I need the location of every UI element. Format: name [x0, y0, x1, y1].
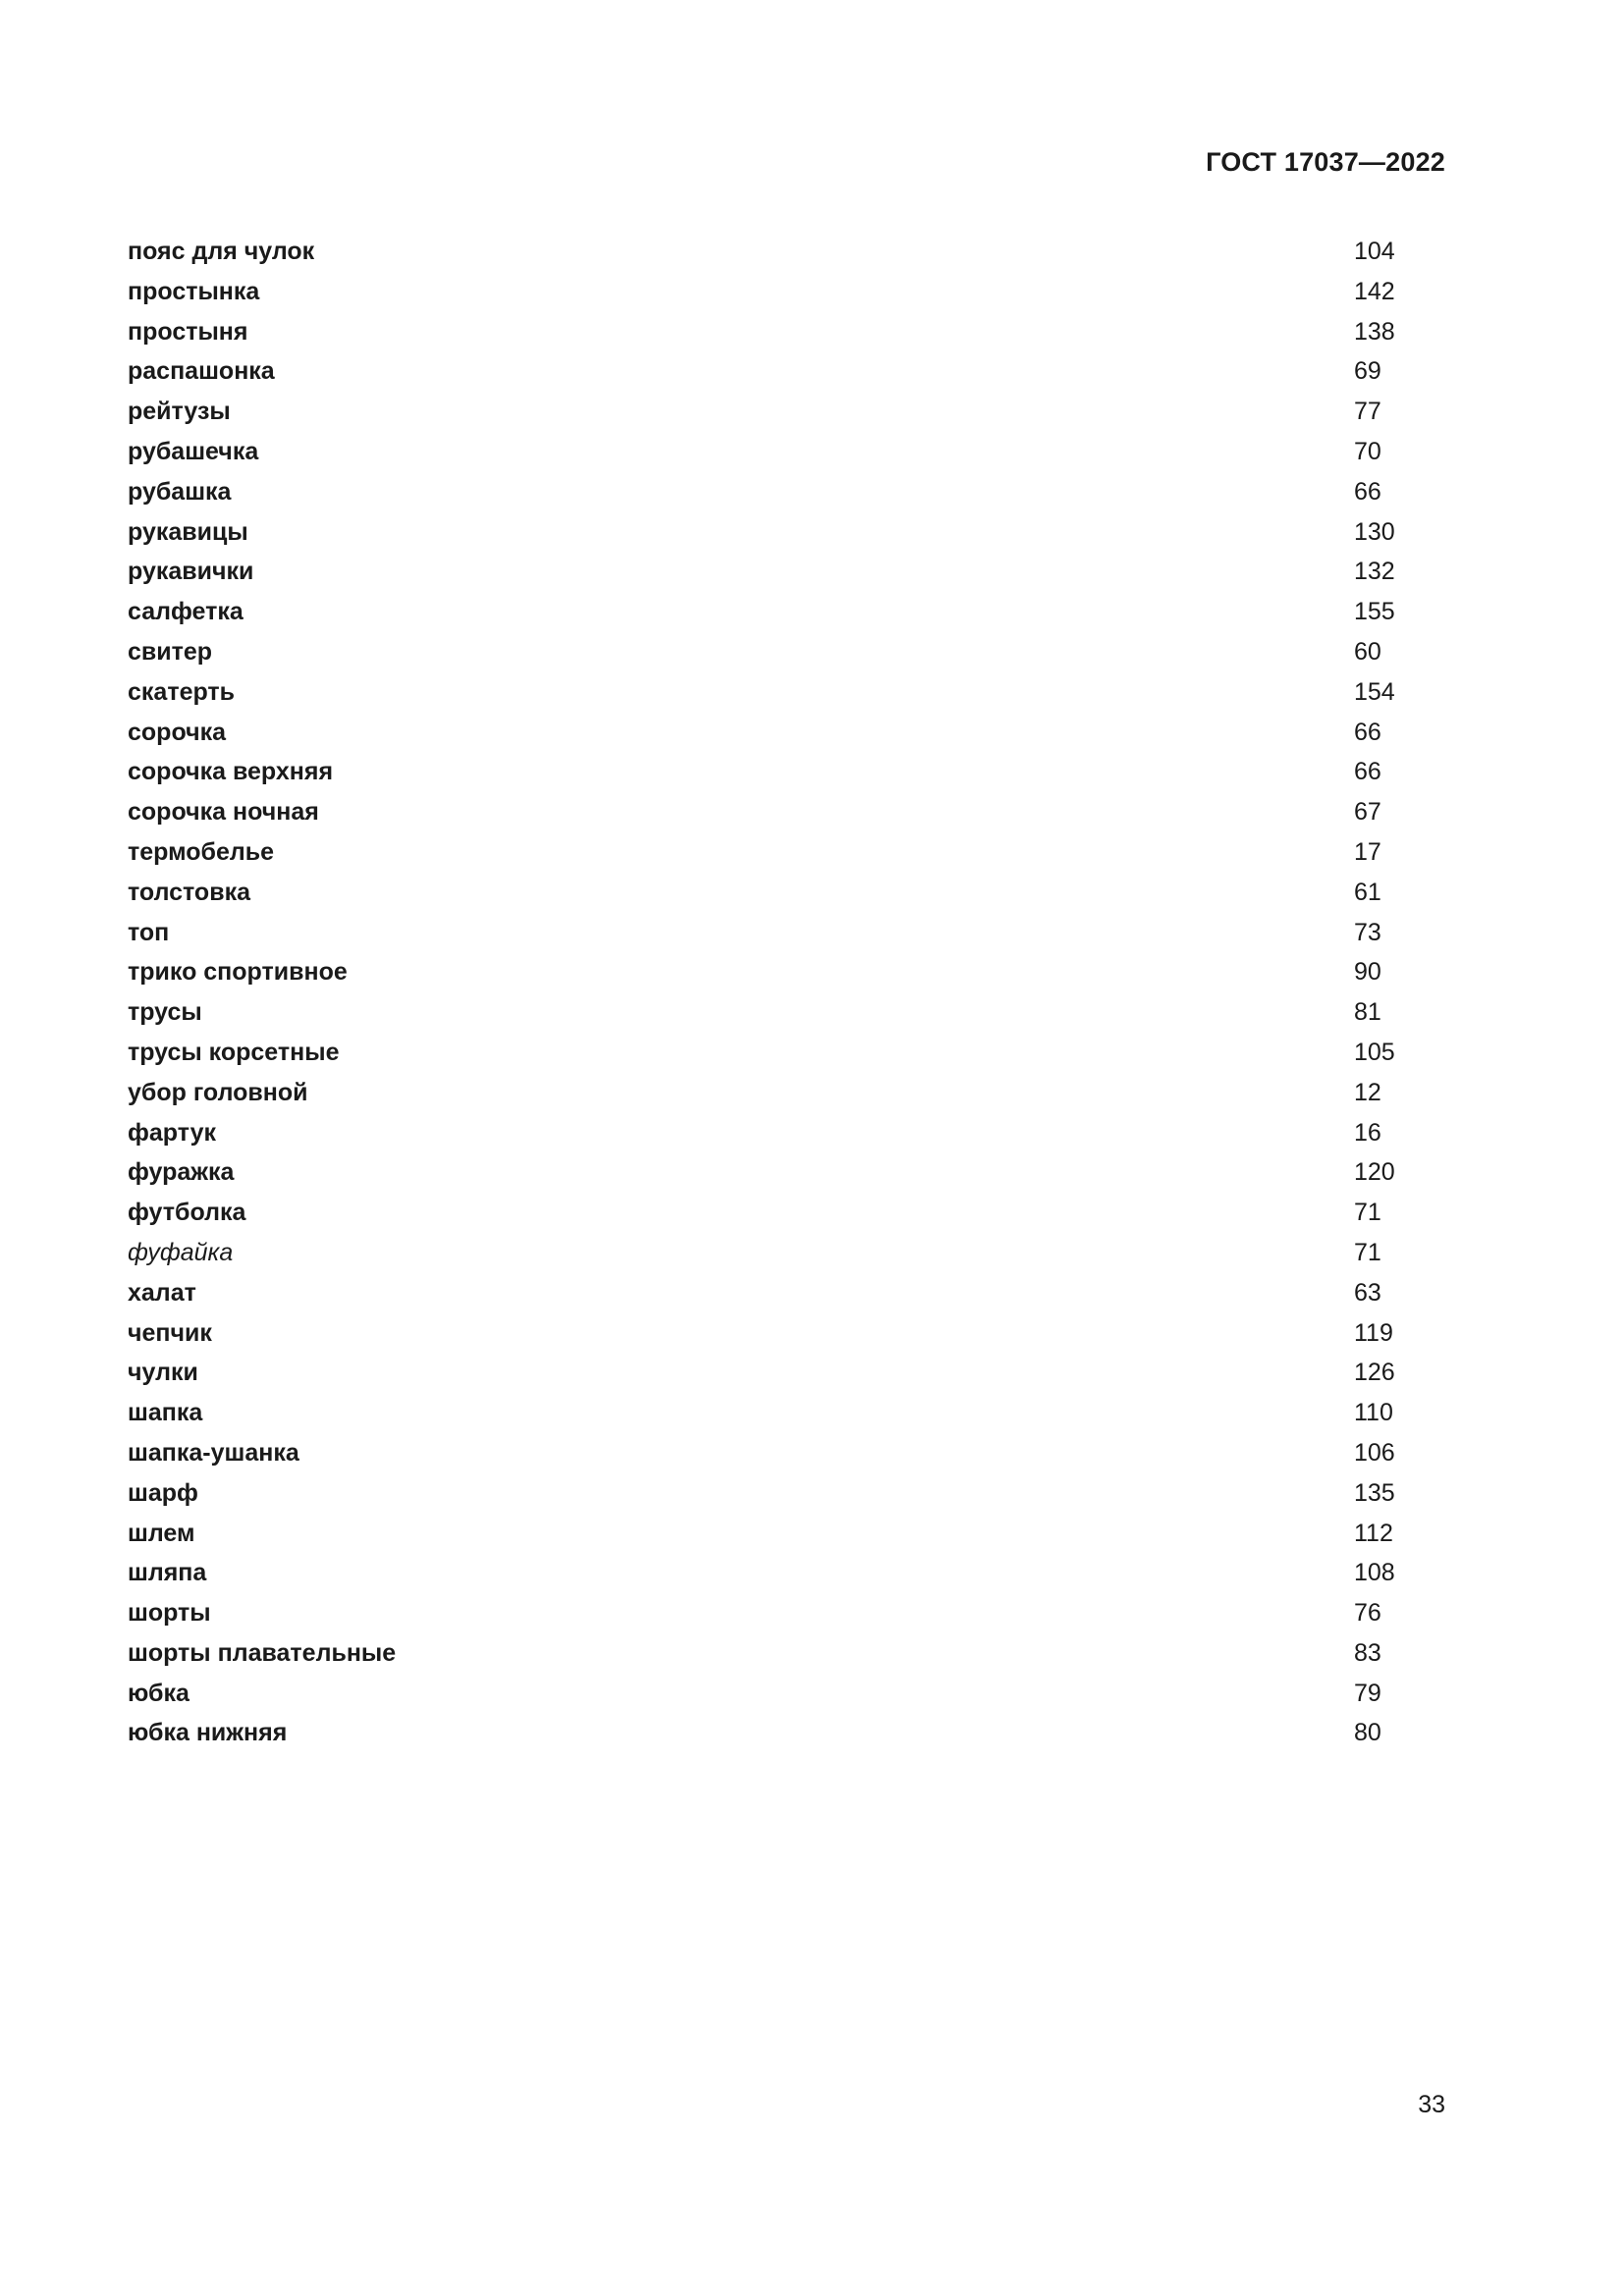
index-page-ref: 79 [1354, 1679, 1381, 1707]
index-term: халат [128, 1278, 196, 1307]
index-entry [128, 832, 1404, 873]
index-entry [128, 992, 1404, 1033]
index-term: трусы корсетные [128, 1038, 340, 1066]
index-page-ref: 71 [1354, 1199, 1381, 1227]
index-page-ref: 132 [1354, 558, 1395, 586]
index-term: рукавицы [128, 517, 248, 546]
index-page-ref: 142 [1354, 277, 1395, 305]
index-entry [128, 312, 1404, 352]
index-term: юбка нижняя [128, 1719, 288, 1747]
index-entry [128, 672, 1404, 713]
index-term: фуражка [128, 1158, 235, 1187]
index-page-ref: 135 [1354, 1478, 1395, 1507]
index-term: распашонка [128, 357, 275, 386]
index-page-ref: 61 [1354, 878, 1381, 906]
index-page-ref: 90 [1354, 958, 1381, 987]
index-entry [128, 1193, 1404, 1233]
index-term: свитер [128, 637, 213, 666]
index-page-ref: 154 [1354, 677, 1395, 706]
index-page-ref: 60 [1354, 637, 1381, 666]
index-term: убор головной [128, 1078, 308, 1106]
standard-designation: ГОСТ 17037—2022 [1206, 147, 1445, 177]
index-entry [128, 1152, 1404, 1193]
index-entry [128, 472, 1404, 512]
index-term: трико спортивное [128, 958, 348, 987]
index-term: простыня [128, 317, 248, 346]
index-entry [128, 512, 1404, 553]
index-entry [128, 232, 1404, 272]
index-page-ref: 155 [1354, 598, 1395, 626]
index-page-ref: 104 [1354, 238, 1395, 265]
index-entry [128, 1633, 1404, 1674]
index-term: скатерть [128, 677, 236, 706]
index-term: рукавички [128, 558, 254, 586]
index-entry [128, 1514, 1404, 1554]
index-entry [128, 873, 1404, 913]
index-page-ref: 71 [1354, 1238, 1381, 1266]
index-term: топ [128, 918, 170, 946]
index-term: пояс для чулок [128, 238, 315, 265]
index-page-ref: 70 [1354, 437, 1381, 465]
index-page-ref: 73 [1354, 918, 1381, 946]
index-term: сорочка верхняя [128, 758, 334, 786]
index-entry [128, 1033, 1404, 1073]
index-entry [128, 1113, 1404, 1153]
index-entry [128, 351, 1404, 392]
index-term: шапка-ушанка [128, 1438, 299, 1467]
index-entry [128, 1353, 1404, 1393]
index-page-ref: 63 [1354, 1278, 1381, 1307]
alphabetical-index [128, 232, 1404, 1753]
index-page-ref: 83 [1354, 1638, 1381, 1667]
index-term: шлем [128, 1519, 195, 1547]
index-page-ref: 112 [1354, 1519, 1393, 1547]
index-term: чепчик [128, 1318, 212, 1347]
index-page-ref: 81 [1354, 998, 1381, 1027]
index-term: простынка [128, 277, 260, 305]
index-term: чулки [128, 1359, 198, 1387]
index-entry [128, 1073, 1404, 1113]
index-page-ref: 16 [1354, 1118, 1381, 1147]
index-entry [128, 1273, 1404, 1313]
index-entry [128, 713, 1404, 753]
index-term: шляпа [128, 1559, 207, 1587]
index-page-ref: 108 [1354, 1559, 1395, 1587]
index-page-ref: 80 [1354, 1719, 1381, 1747]
index-page-ref: 17 [1354, 837, 1381, 866]
index-term: футболка [128, 1199, 246, 1227]
index-term: рубашка [128, 477, 232, 506]
index-term: рубашечка [128, 437, 259, 465]
index-term: салфетка [128, 598, 244, 626]
index-entry [128, 392, 1404, 432]
page-number: 33 [1418, 2091, 1445, 2118]
index-entry [128, 1713, 1404, 1753]
index-entry [128, 552, 1404, 592]
index-page-ref: 66 [1354, 758, 1381, 786]
index-term: фартук [128, 1118, 217, 1147]
index-entry [128, 632, 1404, 672]
index-term: шорты [128, 1599, 211, 1628]
index-page-ref: 66 [1354, 477, 1381, 506]
index-entry [128, 792, 1404, 832]
index-entry [128, 952, 1404, 992]
index-page-ref: 66 [1354, 718, 1381, 746]
index-term: трусы [128, 998, 202, 1027]
index-page-ref: 12 [1354, 1078, 1381, 1106]
index-page-ref: 77 [1354, 398, 1381, 426]
index-page-ref: 69 [1354, 357, 1381, 386]
index-entry [128, 1393, 1404, 1433]
index-term: фуфайка [128, 1238, 234, 1266]
index-entry [128, 1593, 1404, 1633]
index-term: рейтузы [128, 398, 231, 426]
index-page-ref: 130 [1354, 517, 1395, 546]
index-entry [128, 272, 1404, 312]
index-term: шарф [128, 1478, 198, 1507]
index-page-ref: 126 [1354, 1359, 1395, 1387]
index-page-ref: 119 [1354, 1318, 1393, 1347]
index-page-ref: 105 [1354, 1038, 1395, 1066]
index-term: шорты плавательные [128, 1638, 397, 1667]
index-term: сорочка ночная [128, 798, 319, 827]
index-entry [128, 592, 1404, 632]
document-header [1206, 147, 1445, 178]
index-entry [128, 1473, 1404, 1514]
index-entry [128, 1553, 1404, 1593]
index-page-ref: 76 [1354, 1599, 1381, 1628]
index-entry [128, 752, 1404, 792]
index-entry [128, 913, 1404, 953]
index-term: термобелье [128, 837, 275, 866]
index-page-ref: 120 [1354, 1158, 1395, 1187]
index-entry [128, 432, 1404, 472]
index-page-ref: 106 [1354, 1438, 1395, 1467]
index-entry [128, 1233, 1404, 1273]
index-term: шапка [128, 1399, 203, 1427]
index-term: сорочка [128, 718, 227, 746]
index-entry [128, 1674, 1404, 1714]
index-page-ref: 138 [1354, 317, 1395, 346]
index-entry [128, 1433, 1404, 1473]
index-page-ref: 67 [1354, 798, 1381, 827]
index-page-ref: 110 [1354, 1399, 1393, 1427]
index-term: толстовка [128, 878, 250, 906]
index-term: юбка [128, 1679, 189, 1707]
index-entry [128, 1313, 1404, 1354]
